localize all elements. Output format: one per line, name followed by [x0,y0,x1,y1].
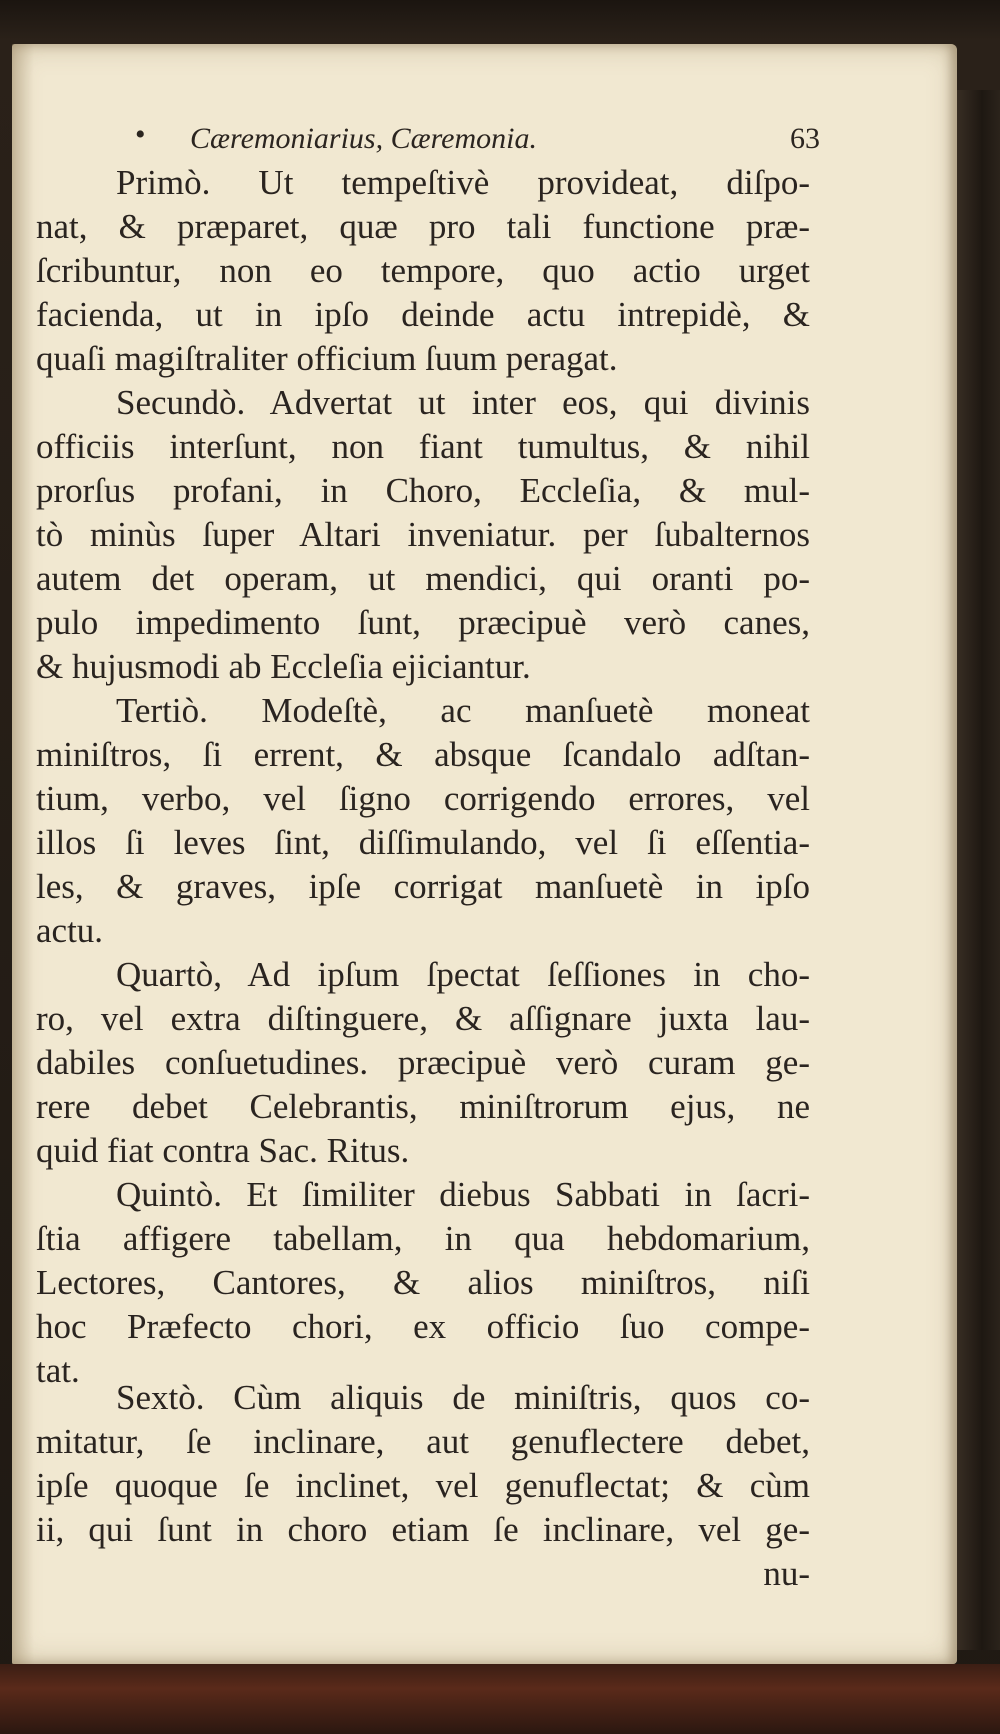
text-line: tium, verbo, vel ſigno corrigendo errores, vel [36,779,810,818]
text-line: Lectores, Cantores, & alios miniſtros, niſi [36,1263,810,1302]
text-line: Quintò. Et ſimiliter diebus Sabbati in ſacri- [116,1175,810,1214]
text-line: illos ſi leves ſint, diſſimulando, vel ſi eſſentia- [36,823,810,862]
text-line: les, & graves, ipſe corrigat manſuetè in ipſo [36,867,810,906]
text-line: Quartò, Ad ipſum ſpectat ſeſſiones in cho- [116,955,810,994]
text-line: ro, vel extra diſtinguere, & aſſignare juxta lau- [36,999,810,1038]
text-line: dabiles conſuetudines. præcipuè verò curam ge- [36,1043,810,1082]
text-line: Primò. Ut tempeſtivè provideat, diſpo- [116,163,810,202]
text-line: nat, & præparet, quæ pro tali functione præ- [36,207,810,246]
text-line: actu. [36,911,104,950]
text-line: officiis interſunt, non fiant tumultus, & nihil [36,427,810,466]
header-marker: • [135,118,146,151]
text-line: tat. [36,1351,80,1390]
text-line: Sextò. Cùm aliquis de miniſtris, quos co- [116,1378,810,1417]
page-number: 63 [790,122,820,155]
text-line: prorſus profani, in Choro, Eccleſia, & mul- [36,471,810,510]
binding-edge [0,1664,1000,1734]
text-line: facienda, ut in ipſo deinde actu intrepidè, & [36,295,810,334]
text-line: quaſi magiſtraliter officium ſuum peragat. [36,339,618,378]
text-line: ſcribuntur, non eo tempore, quo actio urget [36,251,810,290]
text-line: quid fiat contra Sac. Ritus. [36,1131,410,1170]
catchword: nu- [763,1554,810,1593]
text-line: ipſe quoque ſe inclinet, vel genuflectat; & cùm [36,1466,810,1505]
text-line: hoc Præfecto chori, ex officio ſuo compe- [36,1307,810,1346]
page-gutter-shade [12,44,34,1664]
text-line: miniſtros, ſi errent, & absque ſcandalo adſtan- [36,735,810,774]
header-title: Cæremoniarius, Cæremonia. [190,122,537,155]
text-line: autem det operam, ut mendici, qui oranti po- [36,559,810,598]
text-line: & hujusmodi ab Eccleſia ejiciantur. [36,647,531,686]
book-edge [955,90,1000,1650]
text-line: pulo impedimento ſunt, præcipuè verò canes, [36,603,810,642]
text-line: tò minùs ſuper Altari inveniatur. per ſubalternos [36,515,810,554]
text-line: Tertiò. Modeſtè, ac manſuetè moneat [116,691,810,730]
text-line: ſtia affigere tabellam, in qua hebdomarium, [36,1219,810,1258]
text-line: rere debet Celebrantis, miniſtrorum ejus, ne [36,1087,810,1126]
text-line: mitatur, ſe inclinare, aut genuflectere debet, [36,1422,810,1461]
text-line: ii, qui ſunt in choro etiam ſe inclinare, vel ge- [36,1510,810,1549]
text-line: Secundò. Advertat ut inter eos, qui divinis [116,383,810,422]
